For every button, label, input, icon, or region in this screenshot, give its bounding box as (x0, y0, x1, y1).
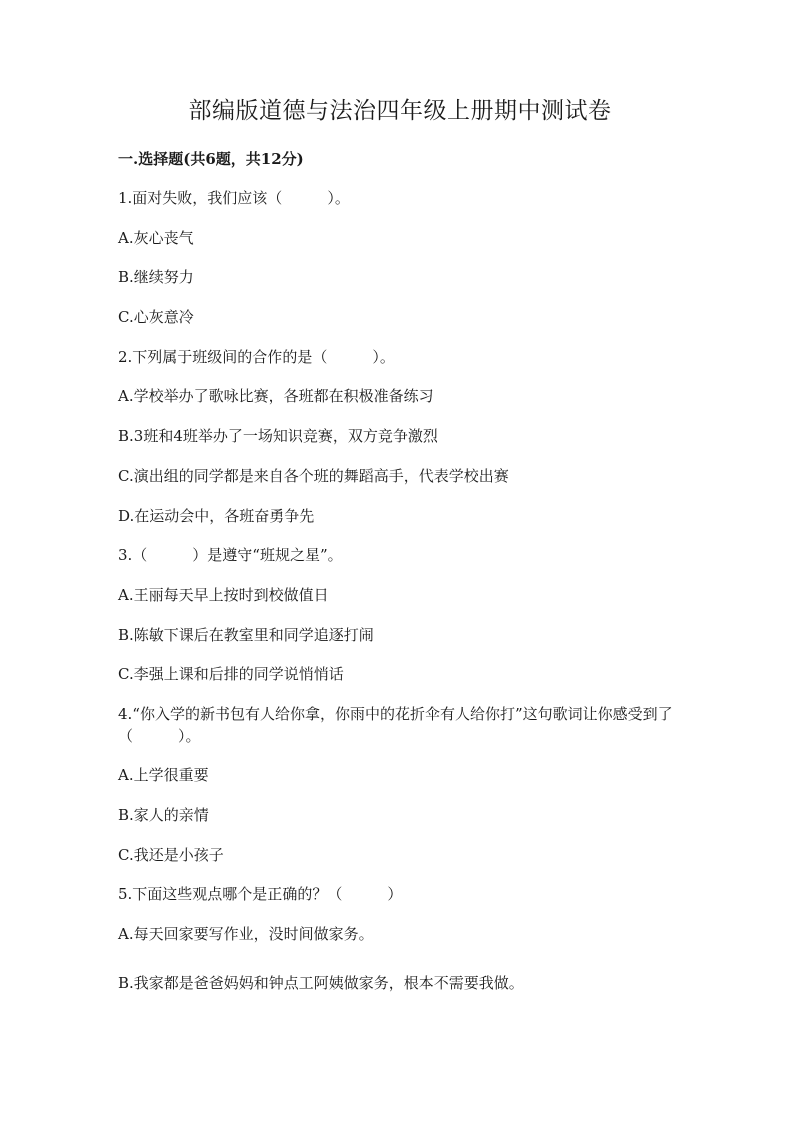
question-3-option-a: A.王丽每天早上按时到校做值日 (118, 586, 329, 604)
question-2-option-c: C.演出组的同学都是来自各个班的舞蹈高手，代表学校出赛 (118, 467, 509, 485)
question-1-option-c: C.心灰意冷 (118, 308, 194, 326)
question-1-option-b: B.继续努力 (118, 268, 194, 286)
question-4-option-c: C.我还是小孩子 (118, 846, 224, 864)
exam-title: 部编版道德与法治四年级上册期中测试卷 (188, 98, 612, 124)
question-3-option-b: B.陈敏下课后在教室里和同学追逐打闹 (118, 626, 374, 644)
question-4-option-a: A.上学很重要 (118, 766, 209, 784)
question-2-option-b: B.3班和4班举办了一场知识竞赛，双方竞争激烈 (118, 427, 438, 445)
section-heading: 一.选择题(共6题，共12分) (118, 150, 304, 168)
question-3-stem: 3.（ ）是遵守“班规之星”。 (118, 546, 343, 564)
question-1-option-a: A.灰心丧气 (118, 229, 194, 247)
question-2-option-a: A.学校举办了歌咏比赛，各班都在积极准备练习 (118, 387, 434, 405)
question-1-stem: 1.面对失败，我们应该（ ）。 (118, 189, 350, 207)
question-3-option-c: C.李强上课和后排的同学说悄悄话 (118, 665, 344, 683)
question-5-option-a: A.每天回家要写作业，没时间做家务。 (118, 925, 374, 943)
question-2-stem: 2.下列属于班级间的合作的是（ ）。 (118, 348, 395, 366)
question-5-stem: 5.下面这些观点哪个是正确的？（ ） (118, 885, 403, 903)
question-5-option-b: B.我家都是爸爸妈妈和钟点工阿姨做家务，根本不需要我做。 (118, 974, 524, 992)
question-2-option-d: D.在运动会中，各班奋勇争先 (118, 507, 315, 525)
question-4-option-b: B.家人的亲情 (118, 806, 209, 824)
question-4-stem: 4.“你入学的新书包有人给你拿，你雨中的花折伞有人给你打”这句歌词让你感受到了（ ）。 (118, 705, 673, 745)
